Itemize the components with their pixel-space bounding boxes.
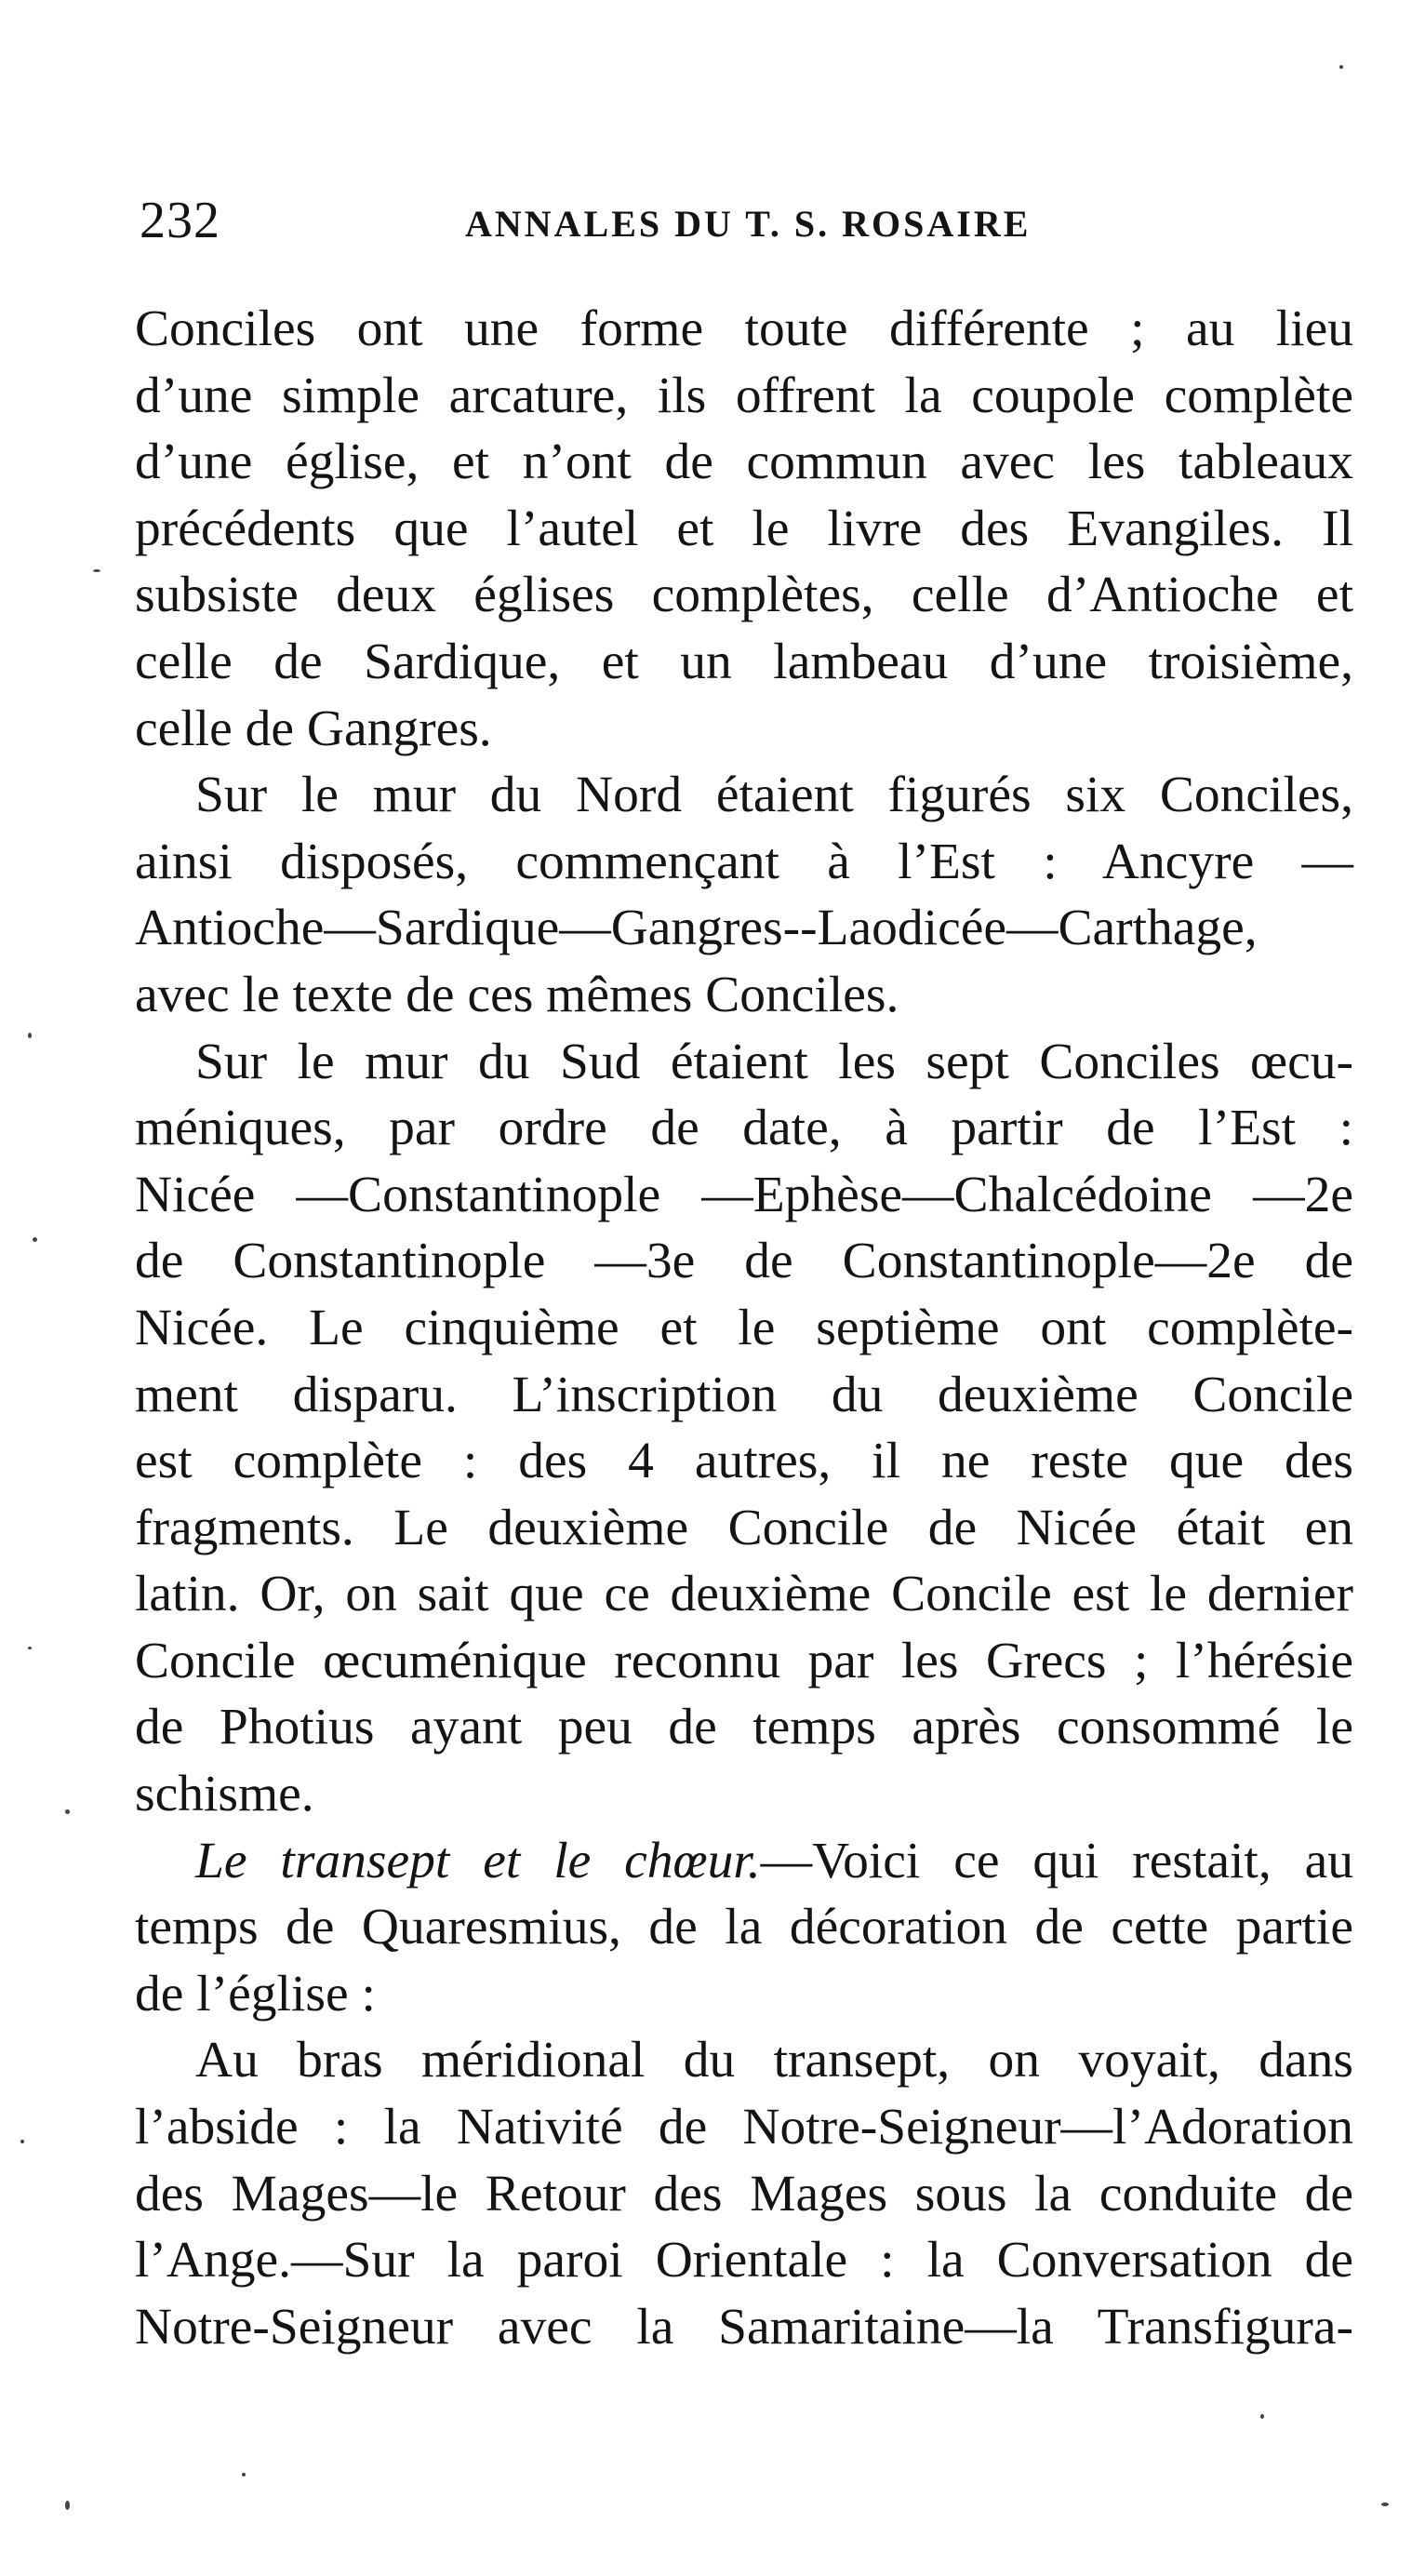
scan-speck (242, 2473, 246, 2476)
text-line: latin. Or, on sait que ce deuxième Concile est le dernier (135, 1566, 1353, 1623)
page-header (140, 191, 1349, 256)
text-line-with-heading (135, 1828, 1353, 1895)
text-line: Notre-Seigneur avec la Samaritaine—la Transfigura- (135, 2298, 1353, 2356)
text-line: d’une simple arcature, ils offrent la coupole complète (135, 367, 1353, 424)
text-line: avec le texte de ces mêmes Conciles. (135, 966, 899, 1023)
scan-speck (28, 1647, 32, 1649)
text-line: Au bras méridional du transept, on voyait, dans (195, 2032, 1353, 2089)
text-line-rest: —Voici ce qui restait, au (760, 1832, 1354, 1889)
text-line: fragments. Le deuxième Concile de Nicée était en (135, 1499, 1353, 1556)
text-line: l’Ange.—Sur la paroi Orientale : la Conversation de (135, 2232, 1353, 2289)
scan-speck (33, 1237, 37, 1242)
body-text (135, 296, 1353, 2360)
scan-speck (1339, 65, 1343, 69)
scan-speck (93, 569, 100, 572)
text-line: méniques, par ordre de date, à partir de l’Est : (135, 1100, 1353, 1157)
text-line: ainsi disposés, commençant à l’Est : Ancyre — (135, 833, 1353, 890)
text-line: Nicée. Le cinquième et le septième ont complète- (135, 1299, 1353, 1356)
text-line: Sur le mur du Sud étaient les sept Conciles œcu- (195, 1033, 1353, 1090)
text-line: Conciles ont une forme toute différente ; au lieu (135, 300, 1353, 357)
text-line: Sur le mur du Nord étaient figurés six Conciles, (195, 767, 1353, 824)
text-line: Antioche—Sardique—Gangres--Laodicée—Carthage, (135, 900, 1258, 957)
text-line: l’abside : la Nativité de Notre-Seigneur—l’Adoration (135, 2099, 1353, 2156)
scan-speck (1260, 2414, 1264, 2419)
text-line: temps de Quaresmius, de la décoration de cette partie (135, 1899, 1353, 1956)
text-line: Concile œcuménique reconnu par les Grecs ; l’hérésie (135, 1632, 1353, 1689)
text-line: de Constantinople —3e de Constantinople—2e de (135, 1233, 1353, 1290)
scan-speck (28, 1033, 32, 1038)
scan-speck (65, 2501, 70, 2510)
scan-speck (1381, 2503, 1389, 2506)
running-title: ANNALES DU T. S. ROSAIRE (465, 203, 1032, 245)
scan-speck (65, 1809, 70, 1814)
text-line: d’une église, et n’ont de commun avec les tableaux (135, 434, 1353, 491)
text-line: Nicée —Constantinople —Ephèse—Chalcédoine —2e (135, 1166, 1353, 1223)
section-heading: Le transept et le chœur. (195, 1832, 761, 1889)
page-number: 232 (140, 192, 220, 249)
text-line: celle de Gangres. (135, 700, 492, 757)
text-line: de Photius ayant peu de temps après consommé le (135, 1699, 1353, 1756)
text-line: ment disparu. L’inscription du deuxième Concile (135, 1366, 1353, 1423)
text-line: précédents que l’autel et le livre des Evangiles. Il (135, 500, 1353, 557)
text-line: celle de Sardique, et un lambeau d’une troisième, (135, 633, 1353, 690)
text-line: subsiste deux églises complètes, celle d’Antioche et (135, 567, 1353, 624)
text-line: de l’église : (135, 1965, 376, 2022)
text-line: est complète : des 4 autres, il ne reste que des (135, 1433, 1353, 1490)
text-line: des Mages—le Retour des Mages sous la conduite de (135, 2165, 1353, 2222)
scan-speck (20, 2140, 24, 2143)
text-line: schisme. (135, 1766, 314, 1823)
